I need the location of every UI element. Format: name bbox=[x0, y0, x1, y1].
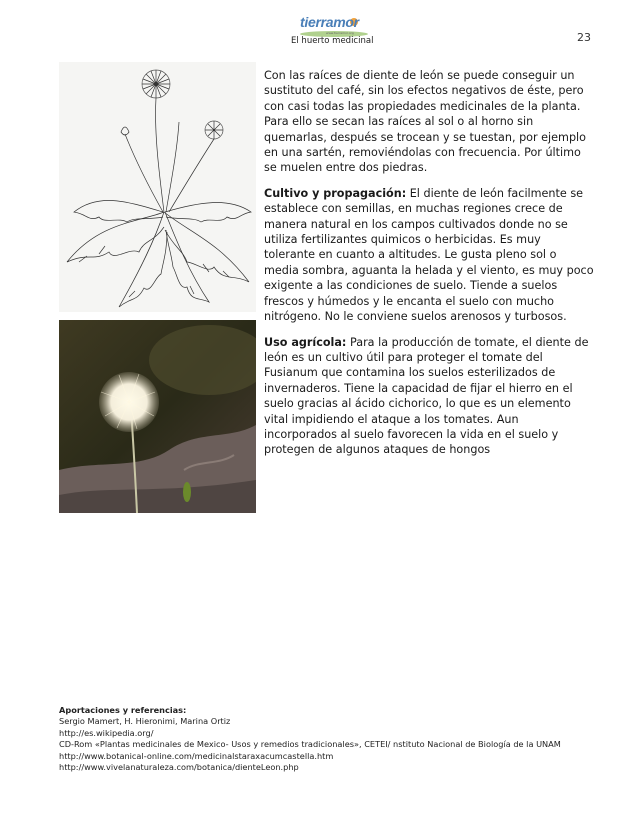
cultivation-heading: Cultivo y propagación: bbox=[264, 186, 407, 200]
dandelion-photo bbox=[59, 320, 256, 513]
cultivation-body: El diente de león facilmente se establece con semillas, en muchas regiones crece de manera natural en los campos cultivados donde no se utiliza fertilizantes quimicos o herbicidas. Es muy tolerante en cuanto a altitudes. Le gusta pleno sol o media sombra, aguanta la helada y el viento, es muy poco exigente a las condiciones de suelo. Tiende a suelos frescos y húmedos y le encanta el suelo con mucho nitrógeno. No le conviene suelos arenosos y turbosos. bbox=[264, 186, 594, 324]
dandelion-seed-head-photo-icon bbox=[59, 320, 256, 513]
reference-line: CD-Rom «Plantas medicinales de Mexico- Usos y remedios tradicionales», CETEI/ nstituto Nacional de Biología de la UNAM bbox=[59, 739, 561, 750]
header-subtitle: El huerto medicinal bbox=[291, 36, 374, 46]
reference-line[interactable]: http://www.botanical-online.com/medicinalstaraxacumcastella.htm bbox=[59, 750, 334, 761]
agricultural-use-heading: Uso agrícola: bbox=[264, 335, 347, 349]
dandelion-illustration bbox=[59, 62, 256, 312]
references bbox=[59, 705, 619, 773]
paragraph-coffee-substitute: Con las raíces de diente de león se puede conseguir un sustituto del café, sin los efectos negativos de éste, pero con casi todas las propiedades medicinales de la planta. Para ello se secan las raíces al sol o al horno sin quemarlas, después se trocean y se tuestan, por ejemplo en una sartén, removiéndolas con frecuencia. Por último se muelen entre dos piedras. bbox=[264, 69, 587, 175]
paragraph-cultivation bbox=[264, 186, 594, 325]
reference-line[interactable]: http://es.wikipedia.org/ bbox=[59, 727, 154, 738]
agricultural-use-body: Para la producción de tomate, el diente de león es un cultivo útil para proteger el tomate del Fusianum que contamina los suelos esterilizados de invernaderos. Tiene la capacidad de fijar el hierro en el suelo gracias al ácido cichorico, lo que es un elemento vital impidiendo el ataque a los tomates. Aun incorporados al suelo favorecen la vida en el suelo y protegen de algunos ataques de hongos bbox=[264, 335, 589, 457]
paragraph-agricultural-use bbox=[264, 335, 594, 458]
reference-line: Sergio Mamert, H. Hieronimi, Marina Ortiz bbox=[59, 716, 231, 727]
logo-subtext: www.tierramor.org bbox=[326, 31, 354, 35]
page-number: 23 bbox=[577, 31, 591, 44]
reference-line[interactable]: http://www.vivelanaturaleza.com/botanica/dienteLeon.php bbox=[59, 762, 299, 773]
logo-text: tierramor bbox=[300, 14, 359, 30]
dandelion-line-drawing-icon bbox=[59, 62, 256, 312]
main-text bbox=[264, 68, 594, 468]
references-title: Aportaciones y referencias: bbox=[59, 705, 187, 715]
